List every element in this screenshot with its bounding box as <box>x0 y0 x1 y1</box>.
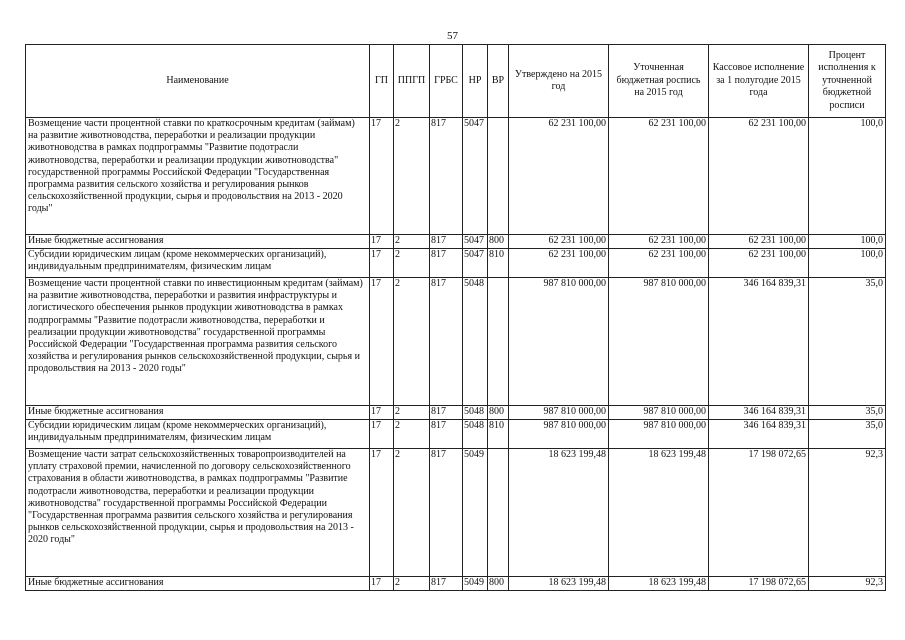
row-ppgp: 2 <box>394 249 430 278</box>
table-row <box>26 449 886 577</box>
row-grbs: 817 <box>430 278 463 406</box>
row-name: Субсидии юридическим лицам (кроме некоммерческих организаций), индивидуальным предпринимателям, физическим лицам <box>26 249 370 278</box>
header-percent: Процент исполнения к уточненной бюджетной росписи <box>809 45 886 118</box>
row-gp: 17 <box>370 249 394 278</box>
row-approved: 987 810 000,00 <box>509 278 609 406</box>
row-np: 5047 <box>463 118 488 235</box>
row-percent: 100,0 <box>809 235 886 249</box>
row-np: 5047 <box>463 235 488 249</box>
table-row <box>26 235 886 249</box>
table-row <box>26 406 886 420</box>
row-ppgp: 2 <box>394 278 430 406</box>
header-np: НР <box>463 45 488 118</box>
row-approved: 62 231 100,00 <box>509 118 609 235</box>
row-ppgp: 2 <box>394 118 430 235</box>
row-np: 5048 <box>463 420 488 449</box>
row-specified: 62 231 100,00 <box>609 118 709 235</box>
row-name: Иные бюджетные ассигнования <box>26 577 370 591</box>
row-vr: 810 <box>488 420 509 449</box>
row-specified: 62 231 100,00 <box>609 235 709 249</box>
row-gp: 17 <box>370 449 394 577</box>
row-approved: 18 623 199,48 <box>509 577 609 591</box>
row-vr: 800 <box>488 406 509 420</box>
row-specified: 987 810 000,00 <box>609 420 709 449</box>
row-grbs: 817 <box>430 118 463 235</box>
row-approved: 62 231 100,00 <box>509 235 609 249</box>
row-vr <box>488 278 509 406</box>
row-name: Субсидии юридическим лицам (кроме некоммерческих организаций), индивидуальным предпринимателям, физическим лицам <box>26 420 370 449</box>
row-specified: 987 810 000,00 <box>609 278 709 406</box>
row-grbs: 817 <box>430 406 463 420</box>
row-vr: 800 <box>488 235 509 249</box>
row-vr: 800 <box>488 577 509 591</box>
row-np: 5048 <box>463 278 488 406</box>
row-grbs: 817 <box>430 249 463 278</box>
page-number: 57 <box>447 30 458 42</box>
row-specified: 62 231 100,00 <box>609 249 709 278</box>
header-vr: ВР <box>488 45 509 118</box>
row-executed: 62 231 100,00 <box>709 235 809 249</box>
row-percent: 100,0 <box>809 249 886 278</box>
row-approved: 987 810 000,00 <box>509 406 609 420</box>
table-row <box>26 278 886 406</box>
row-executed: 62 231 100,00 <box>709 249 809 278</box>
row-gp: 17 <box>370 235 394 249</box>
row-approved: 18 623 199,48 <box>509 449 609 577</box>
row-vr <box>488 449 509 577</box>
row-vr: 810 <box>488 249 509 278</box>
row-name: Возмещение части затрат сельскохозяйственных товаропроизводителей на уплату страховой премии, начисленной по договору сельскохозяйственного страхования в области животноводства, в рамках подпрограммы "Развитие подотрасли животноводства, переработки и реализации продукции животноводства" государственной программы Российской Федерации "Государственная программа развития сельского хозяйства и регулирования рынков сельскохозяйственной продукции, сырья и продовольствия на 2013 - 2020 годы" <box>26 449 370 577</box>
row-percent: 35,0 <box>809 406 886 420</box>
row-grbs: 817 <box>430 420 463 449</box>
row-name: Возмещение части процентной ставки по краткосрочным кредитам (займам) на развитие животноводства, переработки и реализации продукции животноводства в рамках подпрограммы "Развитие подотрасли животноводства, переработки и реализации продукции животноводства" государственной программы Российской Федерации "Государственная программа развития сельского хозяйства и регулирования рынков сельскохозяйственной продукции, сырья и продовольствия на 2013 - 2020 годы" <box>26 118 370 235</box>
row-gp: 17 <box>370 420 394 449</box>
row-specified: 18 623 199,48 <box>609 577 709 591</box>
row-name: Возмещение части процентной ставки по инвестиционным кредитам (займам) на развитие животноводства, переработки и развития инфраструктуры и логистического обеспечения рынков продукции животноводства в рамках подпрограммы "Развитие подотрасли животноводства, переработки и реализации продукции животноводства" государственной программы Российской Федерации "Государственная программа развития сельского хозяйства и регулирования рынков сельскохозяйственной продукции, сырья и продовольствия на 2013 - 2020 годы" <box>26 278 370 406</box>
row-executed: 346 164 839,31 <box>709 420 809 449</box>
header-gp: ГП <box>370 45 394 118</box>
row-specified: 18 623 199,48 <box>609 449 709 577</box>
row-executed: 346 164 839,31 <box>709 278 809 406</box>
row-approved: 62 231 100,00 <box>509 249 609 278</box>
row-executed: 346 164 839,31 <box>709 406 809 420</box>
header-grbs: ГРБС <box>430 45 463 118</box>
row-name: Иные бюджетные ассигнования <box>26 235 370 249</box>
row-np: 5049 <box>463 577 488 591</box>
row-percent: 35,0 <box>809 420 886 449</box>
row-percent: 92,3 <box>809 577 886 591</box>
row-np: 5048 <box>463 406 488 420</box>
row-grbs: 817 <box>430 235 463 249</box>
header-approved: Утверждено на 2015 год <box>509 45 609 118</box>
header-specified: Уточненная бюджетная роспись на 2015 год <box>609 45 709 118</box>
row-approved: 987 810 000,00 <box>509 420 609 449</box>
table-row <box>26 420 886 449</box>
table-row <box>26 249 886 278</box>
row-np: 5049 <box>463 449 488 577</box>
row-percent: 100,0 <box>809 118 886 235</box>
row-np: 5047 <box>463 249 488 278</box>
row-ppgp: 2 <box>394 235 430 249</box>
table-row <box>26 118 886 235</box>
row-ppgp: 2 <box>394 406 430 420</box>
header-ppgp: ППГП <box>394 45 430 118</box>
row-executed: 17 198 072,65 <box>709 577 809 591</box>
row-grbs: 817 <box>430 449 463 577</box>
row-executed: 17 198 072,65 <box>709 449 809 577</box>
row-executed: 62 231 100,00 <box>709 118 809 235</box>
row-ppgp: 2 <box>394 577 430 591</box>
row-gp: 17 <box>370 577 394 591</box>
row-gp: 17 <box>370 118 394 235</box>
row-specified: 987 810 000,00 <box>609 406 709 420</box>
table-header-row <box>26 45 886 118</box>
budget-table <box>25 44 886 591</box>
row-percent: 92,3 <box>809 449 886 577</box>
row-name: Иные бюджетные ассигнования <box>26 406 370 420</box>
row-ppgp: 2 <box>394 449 430 577</box>
row-gp: 17 <box>370 278 394 406</box>
table-row <box>26 577 886 591</box>
row-vr <box>488 118 509 235</box>
header-executed: Кассовое исполнение за 1 полугодие 2015 года <box>709 45 809 118</box>
row-gp: 17 <box>370 406 394 420</box>
row-grbs: 817 <box>430 577 463 591</box>
row-percent: 35,0 <box>809 278 886 406</box>
row-ppgp: 2 <box>394 420 430 449</box>
header-name: Наименование <box>26 45 370 118</box>
